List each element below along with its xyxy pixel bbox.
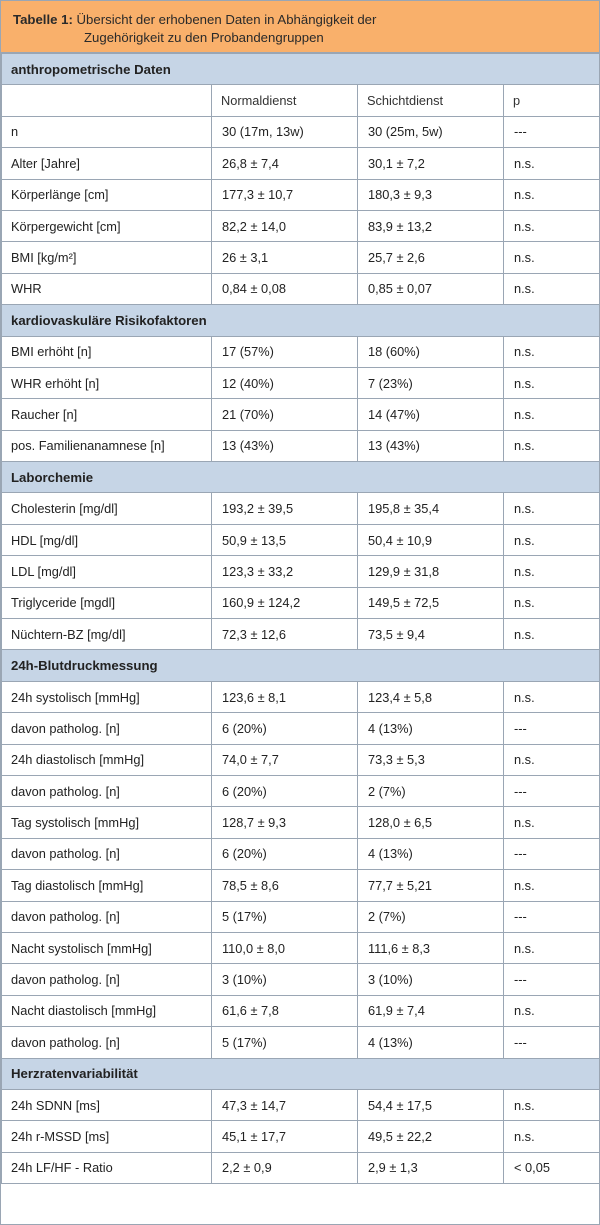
row-label: Nüchtern-BZ [mg/dl] [2,619,212,650]
table-row [2,587,600,618]
p-value: n.s. [504,619,600,650]
caption-line-1 [13,11,591,29]
value-normaldienst: 5 (17%) [212,1027,358,1058]
value-schichtdienst: 4 (13%) [358,1027,504,1058]
p-value: --- [504,964,600,995]
table-row [2,775,600,806]
value-normaldienst: 177,3 ± 10,7 [212,179,358,210]
table-row [2,210,600,241]
value-normaldienst: 123,3 ± 33,2 [212,556,358,587]
value-schichtdienst: 49,5 ± 22,2 [358,1121,504,1152]
row-label: WHR [2,273,212,304]
value-normaldienst: 26,8 ± 7,4 [212,148,358,179]
value-schichtdienst: 2 (7%) [358,775,504,806]
section-header-row [2,650,600,681]
value-schichtdienst: 3 (10%) [358,964,504,995]
p-value: n.s. [504,1089,600,1120]
value-schichtdienst: 180,3 ± 9,3 [358,179,504,210]
table-row [2,744,600,775]
p-value: n.s. [504,556,600,587]
section-header-row [2,54,600,85]
value-schichtdienst: 25,7 ± 2,6 [358,242,504,273]
table-row [2,493,600,524]
table-row [2,713,600,744]
section-header-row [2,305,600,336]
value-normaldienst: 30 (17m, 13w) [212,116,358,147]
row-label: Raucher [n] [2,399,212,430]
value-schichtdienst: 30 (25m, 5w) [358,116,504,147]
value-normaldienst: 74,0 ± 7,7 [212,744,358,775]
table-row [2,1121,600,1152]
row-label: 24h systolisch [mmHg] [2,681,212,712]
table-row [2,399,600,430]
value-normaldienst: 2,2 ± 0,9 [212,1152,358,1183]
row-label: HDL [mg/dl] [2,524,212,555]
row-label: 24h diastolisch [mmHg] [2,744,212,775]
p-value: n.s. [504,681,600,712]
value-normaldienst: 5 (17%) [212,901,358,932]
value-normaldienst: 123,6 ± 8,1 [212,681,358,712]
value-schichtdienst: 195,8 ± 35,4 [358,493,504,524]
p-value: --- [504,116,600,147]
value-schichtdienst: 4 (13%) [358,838,504,869]
p-value: n.s. [504,273,600,304]
caption-label: Tabelle 1: [13,12,73,27]
value-schichtdienst: 73,3 ± 5,3 [358,744,504,775]
value-schichtdienst: 13 (43%) [358,430,504,461]
p-value: n.s. [504,807,600,838]
value-schichtdienst: 128,0 ± 6,5 [358,807,504,838]
column-header-col3: Schichtdienst [358,85,504,116]
value-normaldienst: 0,84 ± 0,08 [212,273,358,304]
p-value: n.s. [504,587,600,618]
value-normaldienst: 61,6 ± 7,8 [212,995,358,1026]
value-schichtdienst: 50,4 ± 10,9 [358,524,504,555]
table-row [2,901,600,932]
row-label: Nacht diastolisch [mmHg] [2,995,212,1026]
value-normaldienst: 12 (40%) [212,367,358,398]
table-row [2,556,600,587]
value-schichtdienst: 2 (7%) [358,901,504,932]
value-normaldienst: 3 (10%) [212,964,358,995]
value-schichtdienst: 123,4 ± 5,8 [358,681,504,712]
value-schichtdienst: 30,1 ± 7,2 [358,148,504,179]
p-value: n.s. [504,399,600,430]
value-schichtdienst: 2,9 ± 1,3 [358,1152,504,1183]
row-label: LDL [mg/dl] [2,556,212,587]
value-normaldienst: 45,1 ± 17,7 [212,1121,358,1152]
value-normaldienst: 6 (20%) [212,838,358,869]
table-row [2,116,600,147]
p-value: n.s. [504,744,600,775]
table-row [2,964,600,995]
row-label: pos. Familienanamnese [n] [2,430,212,461]
p-value: --- [504,713,600,744]
value-normaldienst: 193,2 ± 39,5 [212,493,358,524]
results-table [1,53,600,1184]
value-normaldienst: 13 (43%) [212,430,358,461]
table-row [2,1152,600,1183]
row-label: Tag systolisch [mmHg] [2,807,212,838]
table-body [2,54,600,1184]
row-label: BMI [kg/m²] [2,242,212,273]
row-label: davon patholog. [n] [2,838,212,869]
row-label: Alter [Jahre] [2,148,212,179]
p-value: n.s. [504,430,600,461]
table-row [2,619,600,650]
p-value: n.s. [504,210,600,241]
table-row [2,1089,600,1120]
section-header-row [2,462,600,493]
p-value: n.s. [504,242,600,273]
section-title: anthropometrische Daten [2,54,600,85]
section-title: kardiovaskuläre Risikofaktoren [2,305,600,336]
row-label: Nacht systolisch [mmHg] [2,932,212,963]
p-value: n.s. [504,336,600,367]
p-value: --- [504,901,600,932]
value-schichtdienst: 4 (13%) [358,713,504,744]
value-normaldienst: 50,9 ± 13,5 [212,524,358,555]
value-normaldienst: 78,5 ± 8,6 [212,870,358,901]
table-row [2,336,600,367]
value-schichtdienst: 61,9 ± 7,4 [358,995,504,1026]
table-row [2,524,600,555]
table-row [2,932,600,963]
section-title: Laborchemie [2,462,600,493]
table-row [2,807,600,838]
table-row [2,430,600,461]
value-schichtdienst: 73,5 ± 9,4 [358,619,504,650]
p-value: n.s. [504,493,600,524]
row-label: BMI erhöht [n] [2,336,212,367]
value-normaldienst: 160,9 ± 124,2 [212,587,358,618]
row-label: 24h LF/HF - Ratio [2,1152,212,1183]
value-schichtdienst: 111,6 ± 8,3 [358,932,504,963]
value-schichtdienst: 18 (60%) [358,336,504,367]
value-normaldienst: 6 (20%) [212,775,358,806]
value-normaldienst: 17 (57%) [212,336,358,367]
value-schichtdienst: 7 (23%) [358,367,504,398]
table-row [2,995,600,1026]
row-label: davon patholog. [n] [2,1027,212,1058]
value-normaldienst: 110,0 ± 8,0 [212,932,358,963]
value-normaldienst: 128,7 ± 9,3 [212,807,358,838]
p-value: n.s. [504,148,600,179]
table-row [2,273,600,304]
row-label: Triglyceride [mgdl] [2,587,212,618]
row-label: davon patholog. [n] [2,901,212,932]
section-header-row [2,1058,600,1089]
row-label: davon patholog. [n] [2,775,212,806]
table-row [2,242,600,273]
row-label: WHR erhöht [n] [2,367,212,398]
table-row [2,367,600,398]
value-normaldienst: 6 (20%) [212,713,358,744]
table-row [2,681,600,712]
table-row [2,179,600,210]
value-schichtdienst: 14 (47%) [358,399,504,430]
table-row [2,1027,600,1058]
p-value: --- [504,775,600,806]
caption-line-2: Zugehörigkeit zu den Probandengruppen [84,30,324,45]
value-normaldienst: 47,3 ± 14,7 [212,1089,358,1120]
row-label: Körpergewicht [cm] [2,210,212,241]
row-label: n [2,116,212,147]
table-caption [1,1,599,53]
p-value: n.s. [504,870,600,901]
value-schichtdienst: 83,9 ± 13,2 [358,210,504,241]
p-value: n.s. [504,1121,600,1152]
p-value: n.s. [504,932,600,963]
value-schichtdienst: 0,85 ± 0,07 [358,273,504,304]
p-value: n.s. [504,367,600,398]
value-normaldienst: 26 ± 3,1 [212,242,358,273]
column-header-col4: p [504,85,600,116]
p-value: --- [504,838,600,869]
value-schichtdienst: 129,9 ± 31,8 [358,556,504,587]
value-normaldienst: 82,2 ± 14,0 [212,210,358,241]
p-value: < 0,05 [504,1152,600,1183]
value-schichtdienst: 149,5 ± 72,5 [358,587,504,618]
p-value: n.s. [504,995,600,1026]
row-label: 24h SDNN [ms] [2,1089,212,1120]
p-value: n.s. [504,179,600,210]
table-row [2,870,600,901]
p-value: n.s. [504,524,600,555]
table-row [2,838,600,869]
value-schichtdienst: 77,7 ± 5,21 [358,870,504,901]
section-title: 24h-Blutdruckmessung [2,650,600,681]
column-header-col1 [2,85,212,116]
row-label: Körperlänge [cm] [2,179,212,210]
row-label: Tag diastolisch [mmHg] [2,870,212,901]
value-schichtdienst: 54,4 ± 17,5 [358,1089,504,1120]
section-title: Herzratenvariabilität [2,1058,600,1089]
caption-text-1: Übersicht der erhobenen Daten in Abhängigkeit der [76,12,377,27]
row-label: 24h r-MSSD [ms] [2,1121,212,1152]
row-label: davon patholog. [n] [2,964,212,995]
value-normaldienst: 21 (70%) [212,399,358,430]
table-row [2,148,600,179]
column-header-row [2,85,600,116]
row-label: Cholesterin [mg/dl] [2,493,212,524]
row-label: davon patholog. [n] [2,713,212,744]
value-normaldienst: 72,3 ± 12,6 [212,619,358,650]
column-header-col2: Normaldienst [212,85,358,116]
p-value: --- [504,1027,600,1058]
